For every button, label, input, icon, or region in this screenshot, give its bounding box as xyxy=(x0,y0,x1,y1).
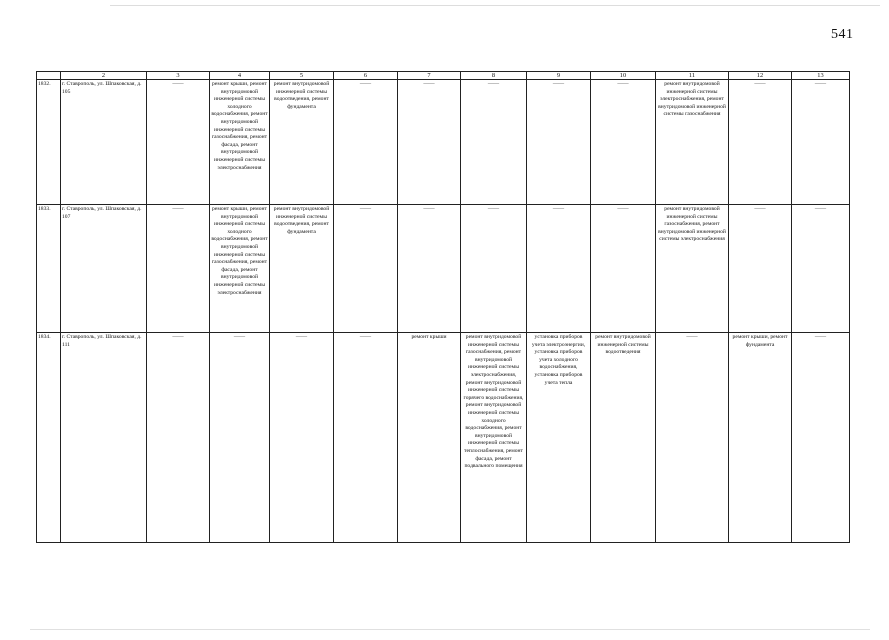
table-row xyxy=(37,80,850,205)
work-cell: ремонт крыши, ремонт фундамента xyxy=(729,333,792,543)
dash-cell: —— xyxy=(398,80,461,205)
dash-cell: —— xyxy=(210,333,270,543)
work-cell: установка приборов учета электроэнергии, установка приборов учета холодного водоснабжения, установка приборов учета тепла xyxy=(527,333,591,543)
work-cell: ремонт крыши, ремонт внутридомовой инженерной системы холодного водоснабжения, ремонт внутридомовой инженерной системы газоснабжения, ремонт фасада, ремонт внутридомовой инженерной системы электроснабжения xyxy=(210,80,270,205)
column-header: 6 xyxy=(334,72,398,80)
dash-cell: —— xyxy=(461,80,527,205)
scan-bottom-edge xyxy=(30,629,870,630)
dash-cell: —— xyxy=(270,333,334,543)
dash-cell: —— xyxy=(398,205,461,333)
work-cell: ремонт внутридомовой инженерной системы газоснабжения, ремонт внутридомовой инженерной системы электроснабжения xyxy=(656,205,729,333)
dash-cell: —— xyxy=(792,80,850,205)
scan-top-edge xyxy=(110,5,880,6)
repair-register-table xyxy=(36,71,850,543)
dash-cell: —— xyxy=(729,80,792,205)
work-cell: ремонт внутридомовой инженерной системы водоотведения, ремонт фундамента xyxy=(270,205,334,333)
column-header: 13 xyxy=(792,72,850,80)
dash-cell: —— xyxy=(334,205,398,333)
row-number: 1832. xyxy=(37,80,61,205)
column-header: 4 xyxy=(210,72,270,80)
address-cell: г. Ставрополь, ул. Шпаковская, д. 107 xyxy=(61,205,147,333)
work-cell: ремонт внутридомовой инженерной системы электроснабжения, ремонт внутридомовой инженерной системы газоснабжения xyxy=(656,80,729,205)
address-cell: г. Ставрополь, ул. Шпаковская, д. 111 xyxy=(61,333,147,543)
dash-cell: —— xyxy=(147,80,210,205)
dash-cell: —— xyxy=(591,205,656,333)
column-header: 2 xyxy=(61,72,147,80)
dash-cell: —— xyxy=(729,205,792,333)
dash-cell: —— xyxy=(334,80,398,205)
column-header: 11 xyxy=(656,72,729,80)
work-cell: ремонт крыши xyxy=(398,333,461,543)
table-row xyxy=(37,333,850,543)
address-cell: г. Ставрополь, ул. Шпаковская, д. 105 xyxy=(61,80,147,205)
dash-cell: —— xyxy=(334,333,398,543)
column-number-header-row xyxy=(37,72,850,80)
work-cell: ремонт внутридомовой инженерной системы водоотведения, ремонт фундамента xyxy=(270,80,334,205)
dash-cell: —— xyxy=(591,80,656,205)
table-row xyxy=(37,205,850,333)
column-header: 10 xyxy=(591,72,656,80)
work-cell: ремонт внутридомовой инженерной системы водоотведения xyxy=(591,333,656,543)
dash-cell: —— xyxy=(792,333,850,543)
dash-cell: —— xyxy=(527,205,591,333)
row-number: 1833. xyxy=(37,205,61,333)
column-header: 9 xyxy=(527,72,591,80)
work-cell: ремонт крыши, ремонт внутридомовой инженерной системы холодного водоснабжения, ремонт внутридомовой инженерной системы газоснабжения, ремонт фасада, ремонт внутридомовой инженерной системы электроснабжения xyxy=(210,205,270,333)
dash-cell: —— xyxy=(461,205,527,333)
work-cell: ремонт внутридомовой инженерной системы газоснабжения, ремонт внутридомовой инженерной системы электроснабжения, ремонт внутридомовой инженерной системы горячего водоснабжения, ремонт внутридомовой инженерной системы холодного водоснабжения, ремонт внутридомовой инженерной системы теплоснабжения, ремонт фасада, ремонт подвального помещения xyxy=(461,333,527,543)
column-header-blank xyxy=(37,72,61,80)
page-number: 541 xyxy=(831,27,854,42)
dash-cell: —— xyxy=(147,205,210,333)
column-header: 7 xyxy=(398,72,461,80)
dash-cell: —— xyxy=(792,205,850,333)
dash-cell: —— xyxy=(527,80,591,205)
column-header: 12 xyxy=(729,72,792,80)
column-header: 8 xyxy=(461,72,527,80)
dash-cell: —— xyxy=(147,333,210,543)
column-header: 5 xyxy=(270,72,334,80)
column-header: 3 xyxy=(147,72,210,80)
row-number: 1834. xyxy=(37,333,61,543)
dash-cell: —— xyxy=(656,333,729,543)
